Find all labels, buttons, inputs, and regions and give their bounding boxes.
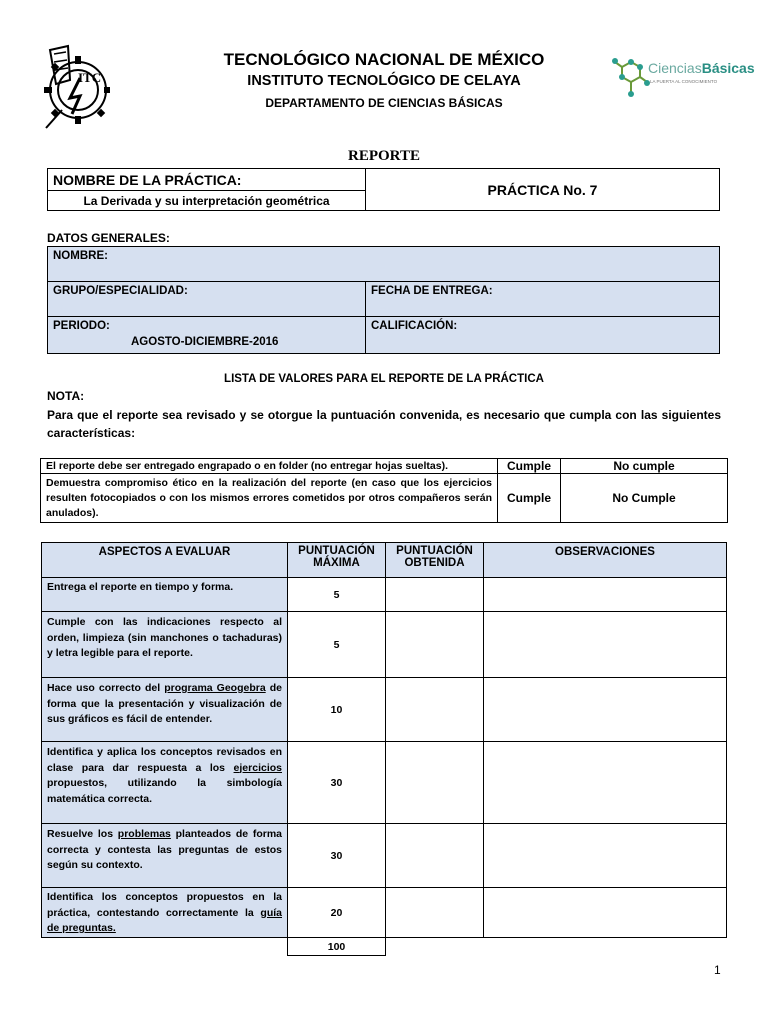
max-points-cell: 5 [288,612,386,678]
logo-text-ciencias: Ciencias [648,60,702,76]
logo-tagline: LA PUERTA AL CONOCIMIENTO [650,79,718,84]
requirement-cumple[interactable]: Cumple [498,459,561,474]
observations-cell[interactable] [484,578,727,612]
rubric-table [41,542,727,956]
nota-label: NOTA: [47,389,85,403]
aspect-cell: Resuelve los problemas planteados de forma correcta y contesta las preguntas de estos según su contexto. [42,824,288,888]
observations-cell[interactable] [484,678,727,742]
group-field[interactable] [48,282,366,317]
period-value: AGOSTO-DICIEMBRE-2016 [131,336,279,348]
institution-title: TECNOLÓGICO NACIONAL DE MÉXICO [223,50,545,69]
aspect-cell: Entrega el reporte en tiempo y forma. [42,578,288,612]
grade-label: CALIFICACIÓN: [371,320,458,332]
header-observations: OBSERVACIONES [484,543,727,578]
student-name-field[interactable] [48,247,720,282]
department-name: DEPARTAMENTO DE CIENCIAS BÁSICAS [265,96,503,110]
page-number: 1 [714,963,721,977]
table-row [42,888,727,938]
delivery-date-label: FECHA DE ENTREGA: [371,285,493,297]
aspect-cell: Hace uso correcto del programa Geogebra de forma que la presentación y visualización de sus gráficos es fácil de entender. [42,678,288,742]
requirement-cumple[interactable]: Cumple [498,474,561,523]
total-points-cell: 100 [288,938,386,956]
table-row [42,578,727,612]
aspect-cell: Identifica y aplica los conceptos revisados en clase para dar respuesta a los ejercicios propuestos, utilizando la simbología matemática correcta. [42,742,288,824]
max-points-cell: 5 [288,578,386,612]
report-title: REPORTE [348,148,420,164]
practice-name-value: La Derivada y su interpretación geométrica [48,191,366,211]
max-points-cell: 30 [288,742,386,824]
requirement-text: El reporte debe ser entregado engrapado o en folder (no entregar hojas sueltas). [41,459,498,474]
svg-text:ITC: ITC [78,70,102,85]
obtained-points-cell[interactable] [386,612,484,678]
obtained-points-cell[interactable] [386,742,484,824]
general-data-table [47,246,720,354]
period-label: PERIODO: [53,320,110,332]
grade-field[interactable] [366,317,720,354]
header-obtained-points: PUNTUACIÓN OBTENIDA [386,543,484,578]
period-cell [48,317,366,354]
requirement-no-cumple[interactable]: No cumple [561,459,728,474]
group-label: GRUPO/ESPECIALIDAD: [53,285,188,297]
requirement-no-cumple[interactable]: No Cumple [561,474,728,523]
observations-cell[interactable] [484,888,727,938]
aspect-cell: Identifica los conceptos propuestos en la práctica, contestando correctamente la guía de preguntas. [42,888,288,938]
obtained-points-cell[interactable] [386,678,484,742]
practice-number: PRÁCTICA No. 7 [366,169,720,211]
table-row [42,612,727,678]
ciencias-basicas-logo [612,50,755,100]
header-aspects: ASPECTOS A EVALUAR [42,543,288,578]
observations-cell[interactable] [484,824,727,888]
practice-table [47,168,720,211]
max-points-cell: 30 [288,824,386,888]
header-max-points: PUNTUACIÓN MÁXIMA [288,543,386,578]
general-data-label: DATOS GENERALES: [47,231,170,245]
obtained-points-cell[interactable] [386,888,484,938]
observations-cell[interactable] [484,742,727,824]
total-row [42,938,727,956]
delivery-date-field[interactable] [366,282,720,317]
observations-cell[interactable] [484,612,727,678]
requirements-table [40,458,728,523]
institute-subtitle: INSTITUTO TECNOLÓGICO DE CELAYA [247,73,521,89]
values-list-title: LISTA DE VALORES PARA EL REPORTE DE LA PRÁCTICA [224,373,544,385]
student-name-label: NOMBRE: [53,250,108,262]
table-row [42,824,727,888]
table-row [42,742,727,824]
max-points-cell: 10 [288,678,386,742]
obtained-points-cell[interactable] [386,824,484,888]
logo-text-basicas: Básicas [701,60,755,76]
requirement-text: Demuestra compromiso ético en la realización del reporte (en caso que los ejercicios resulten fotocopiados o con los mismos errores cometidos por otros compañeros serán anulados). [41,474,498,523]
obtained-points-cell[interactable] [386,578,484,612]
max-points-cell: 20 [288,888,386,938]
molecule-icon [612,52,650,100]
table-row [42,678,727,742]
aspect-cell: Cumple con las indicaciones respecto al orden, limpieza (sin manchones o tachaduras) y letra legible para el reporte. [42,612,288,678]
practice-name-label: NOMBRE DE LA PRÁCTICA: [48,169,366,191]
nota-text: Para que el reporte sea revisado y se otorgue la puntuación convenida, es necesario que cumpla con las siguientes características: [47,408,721,440]
